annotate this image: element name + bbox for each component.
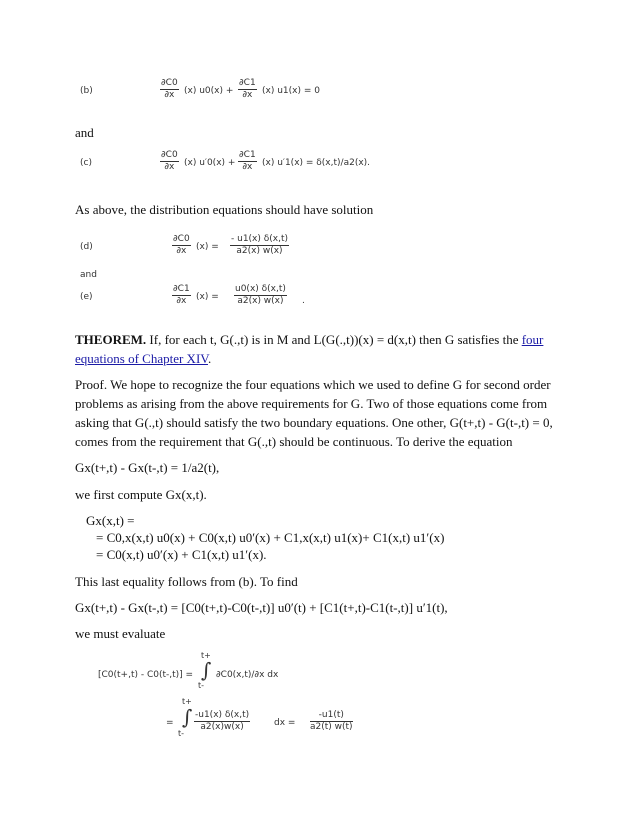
equation-term: (x) u1(x) = 0 (262, 86, 320, 96)
fraction-denominator: a2(t) w(t) (310, 722, 353, 732)
fraction-numerator: - u1(x) δ(x,t) (231, 234, 288, 244)
fraction-denominator: ∂x (176, 246, 187, 256)
fraction (194, 710, 250, 733)
integral-lower-limit: t- (178, 729, 185, 738)
equation-term: (x) u′0(x) + (184, 158, 236, 168)
fraction (238, 150, 257, 173)
text-must-evaluate: we must evaluate (75, 626, 166, 641)
gx-line-3: = C0(x,t) u0′(x) + C1(x,t) u1′(x). (96, 547, 267, 562)
fraction-numerator: ∂C0 (161, 78, 178, 88)
integral-dx: dx = (274, 718, 296, 728)
gx-line-2: = C0,x(x,t) u0(x) + C0(x,t) u0′(x) + C1,x(x,t) u1(x)+ C1(x,t) u1′(x) (96, 530, 445, 545)
integral-sign: ∫ (201, 658, 212, 682)
theorem-end: . (207, 351, 212, 366)
fraction-denominator: ∂x (164, 162, 175, 172)
gx-line-1: Gx(x,t) = (86, 513, 135, 528)
equation-d-e-image (80, 232, 340, 310)
fraction-numerator: ∂C0 (173, 234, 190, 244)
equation-label: (d) (80, 242, 93, 252)
fraction-denominator: a2(x)w(x) (200, 722, 244, 732)
fraction (172, 284, 191, 307)
equation-label: (c) (80, 158, 92, 168)
equation-term: (x) u0(x) + (184, 86, 234, 96)
paragraph-distribution: As above, the distribution equations should have solution (75, 202, 374, 217)
integral-lhs: [C0(t+,t) - C0(t-,t)] = (98, 670, 194, 680)
fraction-numerator: -u1(x) δ(x,t) (195, 710, 250, 720)
integral-upper-limit: t+ (182, 697, 192, 706)
equation-term: . (302, 296, 305, 306)
theorem-text: If, for each t, G(.,t) is in M and L(G(.,t))(x) = d(x,t) then G satisfies the (146, 332, 522, 347)
equation-c-image (80, 150, 380, 178)
fraction-numerator: u0(x) δ(x,t) (235, 284, 286, 294)
fraction-numerator: ∂C1 (173, 284, 190, 294)
text-and-inline: and (80, 270, 97, 280)
proof-line-2: problems as arising from the above requirements for G. Two of those equations come from (75, 396, 548, 411)
equation-term: (x) = (196, 242, 219, 252)
equals-sign: = (166, 718, 174, 728)
integrand: ∂C0(x,t)/∂x dx (216, 670, 279, 680)
integral-upper-limit: t+ (201, 651, 211, 660)
text-compute: we first compute Gx(x,t). (75, 487, 207, 502)
proof-line-3: asking that G(.,t) should satisfy the two boundary equations. One other, G(t+,t) - G(t-,t) = 0, (75, 415, 553, 430)
text-and: and (75, 125, 94, 140)
fraction-denominator: ∂x (176, 296, 187, 306)
equation-term: (x) u′1(x) = δ(x,t)/a2(x). (262, 158, 371, 168)
equation-term: (x) = (196, 292, 219, 302)
equation-gx-jump: Gx(t+,t) - Gx(t-,t) = 1/a2(t), (75, 460, 220, 475)
text-last-equality: This last equality follows from (b). To find (75, 574, 298, 589)
fraction-denominator: a2(x) w(x) (237, 296, 284, 306)
fraction (230, 234, 289, 257)
theorem-heading: THEOREM. (75, 332, 147, 347)
fraction (160, 78, 179, 101)
integral-equation-image (98, 652, 378, 744)
integral-sign: ∫ (182, 705, 193, 729)
fraction (160, 150, 179, 173)
equation-b-image (80, 78, 340, 106)
fraction-numerator: ∂C1 (239, 150, 256, 160)
link-text-part2: equations of Chapter XIV (75, 351, 208, 366)
proof-line-1: Proof. We hope to recognize the four equations which we used to define G for second order (75, 377, 551, 392)
fraction-denominator: ∂x (242, 162, 253, 172)
fraction-denominator: ∂x (164, 90, 175, 100)
fraction (234, 284, 287, 307)
equation-label: (b) (80, 86, 93, 96)
integral-lower-limit: t- (198, 681, 205, 690)
fraction (172, 234, 191, 257)
fraction-denominator: a2(x) w(x) (236, 246, 283, 256)
fraction-denominator: ∂x (242, 90, 253, 100)
theorem-paragraph (75, 330, 565, 368)
proof-line-4: comes from the requirement that G(.,t) should be continuous. To derive the equation (75, 434, 513, 449)
fraction-numerator: ∂C0 (161, 150, 178, 160)
fraction-numerator: -u1(t) (310, 710, 353, 722)
fraction-numerator: ∂C1 (239, 78, 256, 88)
fraction (310, 710, 353, 733)
equation-label: (e) (80, 292, 93, 302)
equation-find: Gx(t+,t) - Gx(t-,t) = [C0(t+,t)-C0(t-,t)] u0′(t) + [C1(t+,t)-C1(t-,t)] u′1(t), (75, 600, 448, 615)
fraction (238, 78, 257, 101)
link-text-part1: four (521, 332, 544, 347)
